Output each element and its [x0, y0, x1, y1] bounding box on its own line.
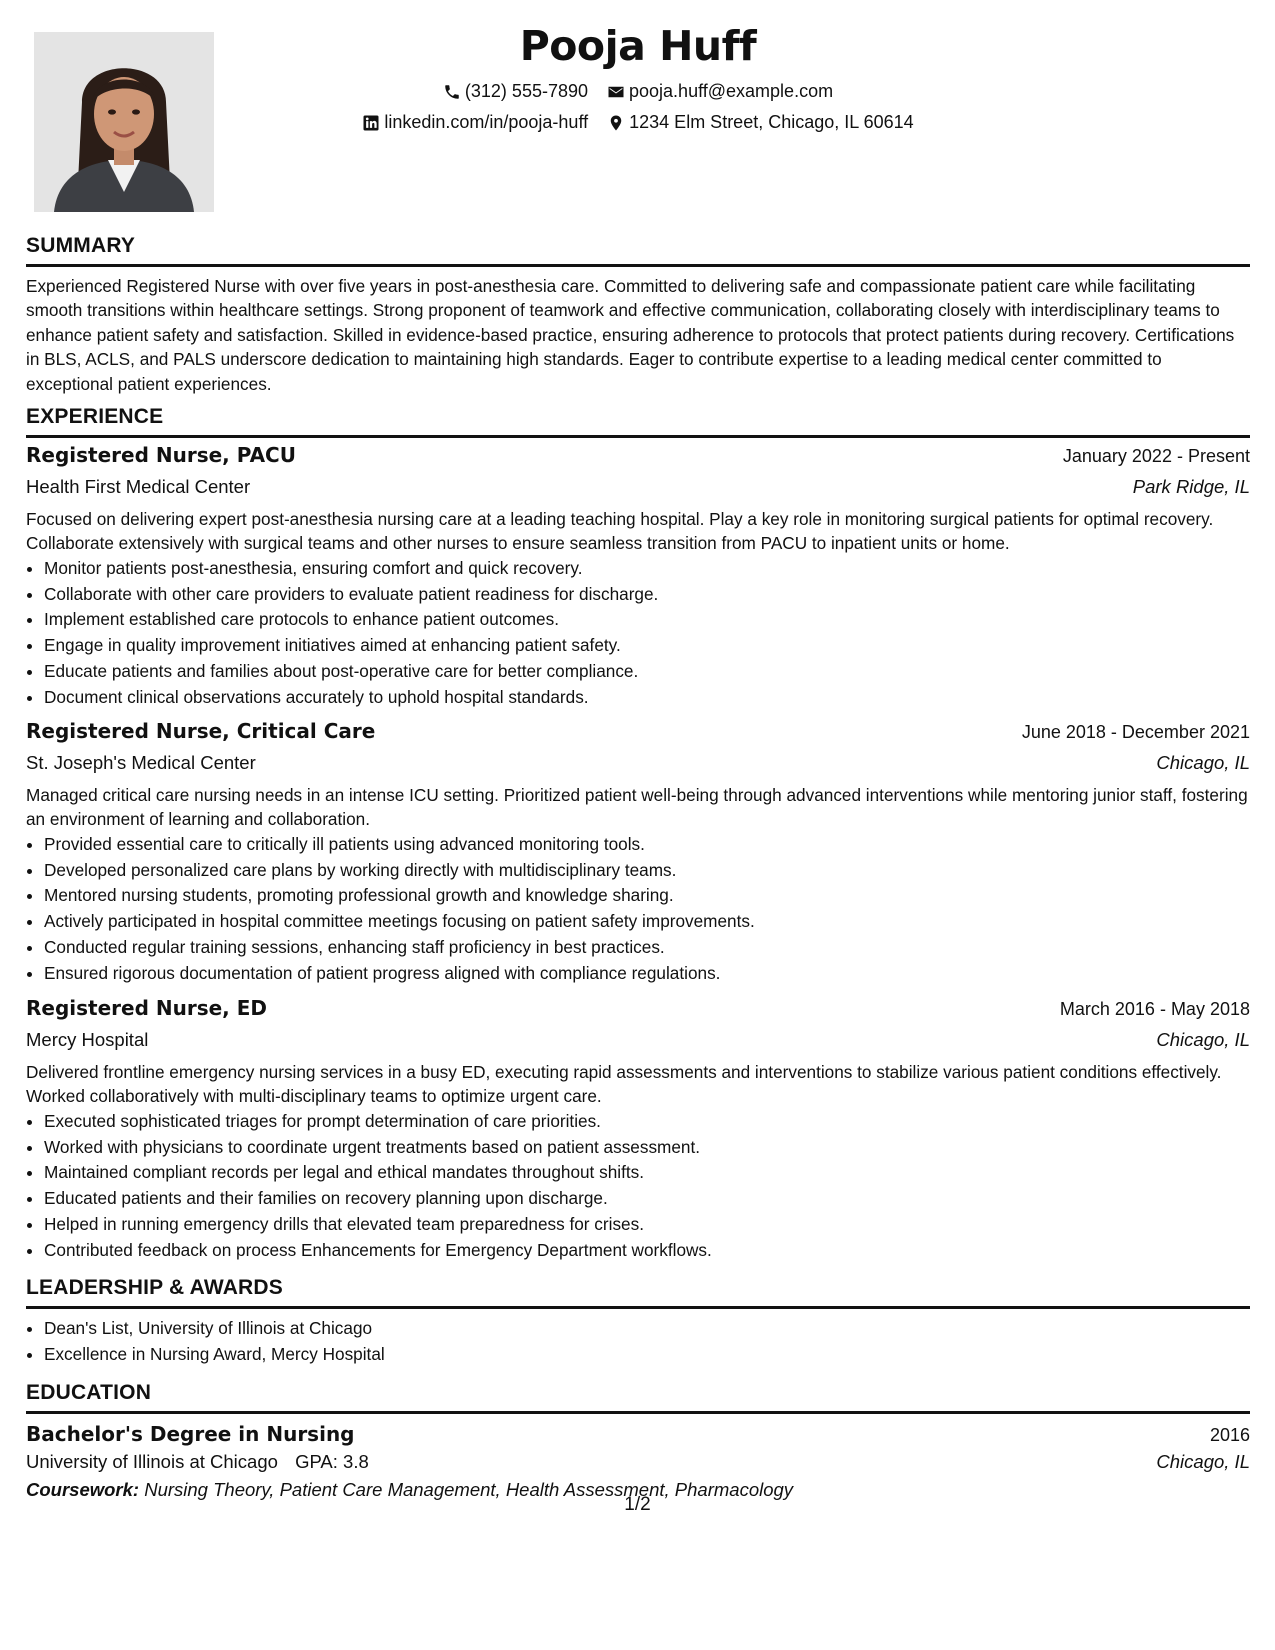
job-title: Registered Nurse, Critical Care: [26, 719, 376, 743]
job-dates: March 2016 - May 2018: [1059, 999, 1250, 1019]
list-item: • Monitor patients post-anesthesia, ensuring comfort and quick recovery.: [44, 556, 1250, 582]
map-pin-icon: [607, 114, 625, 132]
job-dates: January 2022 - Present: [1062, 446, 1250, 466]
list-item: • Conducted regular training sessions, enhancing staff proficiency in best practices.: [44, 935, 1250, 961]
leadership-section: [26, 1276, 1250, 1367]
job-entry: [26, 996, 1250, 1263]
education-section: [26, 1381, 1250, 1501]
job-description: Focused on delivering expert post-anesthesia nursing care at a leading teaching hospital. Play a key role in monitoring surgical patients for optimal recovery. Collaborate extensively with surgical teams and other nurses to ensure seamless transition from PACU to inpatient units or home.: [26, 509, 1214, 553]
list-item: • Worked with physicians to coordinate urgent treatments based on patient assessment.: [44, 1135, 1250, 1161]
education-heading: EDUCATION: [26, 1381, 1250, 1414]
page-number: 1/2: [624, 1494, 651, 1515]
list-item: • Provided essential care to critically ill patients using advanced monitoring tools.: [44, 832, 1250, 858]
list-item: • Document clinical observations accurately to uphold hospital standards.: [44, 685, 1250, 711]
experience-heading: EXPERIENCE: [26, 405, 1250, 438]
job-organization: St. Joseph's Medical Center: [26, 752, 256, 773]
school-location: Chicago, IL: [1156, 1451, 1250, 1472]
list-item: • Dean's List, University of Illinois at Chicago: [44, 1316, 1250, 1342]
job-organization: Health First Medical Center: [26, 476, 251, 497]
list-item: • Actively participated in hospital committee meetings focusing on patient safety improvements.: [44, 909, 1250, 935]
email-contact[interactable]: [607, 81, 833, 102]
phone-text: (312) 555-7890: [464, 81, 588, 101]
degree-title: Bachelor's Degree in Nursing: [26, 1422, 355, 1446]
summary-section: [26, 234, 1250, 396]
phone-contact[interactable]: [443, 81, 588, 102]
linkedin-contact[interactable]: [362, 112, 588, 133]
list-item: • Educate patients and families about post-operative care for better compliance.: [44, 659, 1250, 685]
list-item: • Developed personalized care plans by working directly with multidisciplinary teams.: [44, 858, 1250, 884]
linkedin-text: linkedin.com/in/pooja-huff: [384, 112, 589, 132]
job-location: Park Ridge, IL: [1132, 476, 1250, 497]
summary-text: Experienced Registered Nurse with over five years in post-anesthesia care. Committed to delivering safe and compassionate patient care while facilitating smooth transitions within healthcare settings. Strong proponent of teamwork and effective communication, collaborating closely with interdisciplinary teams to enhance patient safety and satisfaction. Skilled in evidence-based practice, ensuring adherence to protocols that protect patients during recovery. Certifications in BLS, ACLS, and PALS underscore dedication to maintaining high standards. Eager to contribute expertise to a leading medical center committed to exceptional patient experiences.: [26, 276, 1235, 394]
job-bullets: [26, 556, 1250, 710]
candidate-name: Pooja Huff: [519, 22, 757, 70]
list-item: • Collaborate with other care providers to evaluate patient readiness for discharge.: [44, 582, 1250, 608]
job-organization: Mercy Hospital: [26, 1029, 149, 1050]
job-bullets: [26, 832, 1250, 986]
list-item: • Contributed feedback on process Enhancements for Emergency Department workflows.: [44, 1238, 1250, 1264]
list-item: • Maintained compliant records per legal and ethical mandates throughout shifts.: [44, 1160, 1250, 1186]
list-item: • Excellence in Nursing Award, Mercy Hospital: [44, 1342, 1250, 1368]
job-location: Chicago, IL: [1156, 1029, 1250, 1050]
job-dates: June 2018 - December 2021: [1021, 722, 1250, 742]
job-title: Registered Nurse, PACU: [26, 443, 296, 467]
job-bullets: [26, 1109, 1250, 1263]
school-name: University of Illinois at Chicago: [26, 1451, 278, 1472]
graduation-year: 2016: [1209, 1425, 1250, 1445]
leadership-heading: LEADERSHIP & AWARDS: [26, 1276, 1250, 1309]
experience-section: [26, 405, 1250, 438]
linkedin-icon: [362, 114, 380, 132]
list-item: • Educated patients and their families on recovery planning upon discharge.: [44, 1186, 1250, 1212]
job-entry: [26, 719, 1250, 986]
job-title: Registered Nurse, ED: [26, 996, 268, 1020]
phone-icon: [443, 83, 461, 101]
email-text: pooja.huff@example.com: [629, 81, 834, 101]
address-text: 1234 Elm Street, Chicago, IL 60614: [629, 112, 914, 132]
job-location: Chicago, IL: [1156, 752, 1250, 773]
summary-heading: SUMMARY: [26, 234, 1250, 267]
list-item: • Engage in quality improvement initiatives aimed at enhancing patient safety.: [44, 633, 1250, 659]
contact-line-1: [26, 81, 1250, 106]
job-description: Delivered frontline emergency nursing services in a busy ED, executing rapid assessments and interventions to stabilize various patient conditions effectively. Worked collaboratively with multi-disciplinary teams to optimize urgent care.: [26, 1062, 1222, 1106]
coursework-list: Nursing Theory, Patient Care Management, Health Assessment, Pharmacology: [144, 1479, 794, 1500]
job-description: Managed critical care nursing needs in an intense ICU setting. Prioritized patient well-being through advanced interventions while mentoring junior staff, fostering an environment of learning and collaboration.: [26, 785, 1248, 829]
list-item: • Ensured rigorous documentation of patient progress aligned with compliance regulations.: [44, 961, 1250, 987]
coursework-label: Coursework:: [26, 1479, 140, 1500]
contact-line-2: [26, 112, 1250, 137]
leadership-list: [26, 1316, 1250, 1367]
list-item: • Executed sophisticated triages for prompt determination of care priorities.: [44, 1109, 1250, 1135]
list-item: • Helped in running emergency drills that elevated team preparedness for crises.: [44, 1212, 1250, 1238]
address-contact: [607, 112, 914, 133]
list-item: • Mentored nursing students, promoting professional growth and knowledge sharing.: [44, 883, 1250, 909]
envelope-icon: [607, 83, 625, 101]
job-entry: [26, 443, 1250, 710]
gpa: GPA: 3.8: [295, 1451, 369, 1472]
list-item: • Implement established care protocols to enhance patient outcomes.: [44, 607, 1250, 633]
